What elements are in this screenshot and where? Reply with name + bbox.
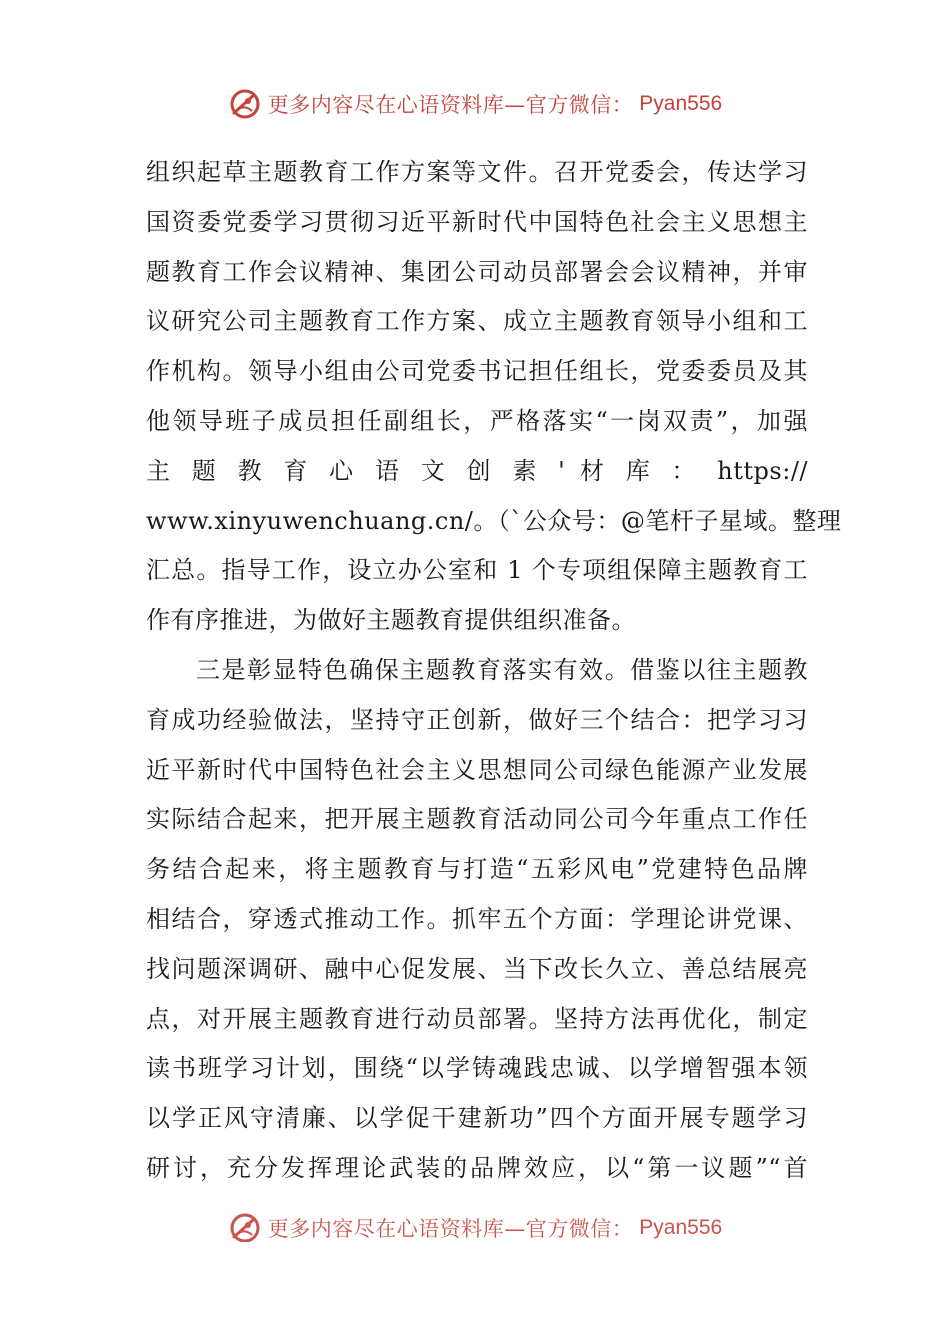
footer-banner-text: 更多内容尽在心语资料库—官方微信： [267, 1217, 634, 1241]
header-banner [0, 84, 950, 124]
text-line: 相结合，穿透式推动工作。抓牢五个方面：学理论讲党课、 [146, 904, 808, 933]
text-line: 题教育工作会议精神、集团公司动员部署会会议精神，并审 [146, 257, 808, 286]
document-body [146, 148, 842, 1194]
footer-banner [0, 1206, 950, 1242]
text-line: 他领导班子成员担任副组长，严格落实“一岗双责”，加强 [146, 406, 808, 435]
paragraph [146, 646, 808, 1194]
text-line: 点，对开展主题教育进行动员部署。坚持方法再优化，制定 [146, 1004, 808, 1033]
pen-logo-icon [228, 1211, 262, 1242]
text-line: 国资委党委学习贯彻习近平新时代中国特色社会主义思想主 [146, 207, 808, 236]
text-line: 作机构。领导小组由公司党委书记担任组长，党委委员及其 [146, 357, 808, 386]
text-line: 议研究公司主题教育工作方案、成立主题教育领导小组和工 [146, 307, 808, 336]
text-line: 读书班学习计划，围绕“以学铸魂践忠诚、以学增智强本领 [146, 1054, 808, 1083]
footer-wechat-id: Pyan556 [639, 1216, 723, 1239]
text-line: 育成功经验做法，坚持守正创新，做好三个结合：把学习习 [146, 705, 808, 734]
pen-logo-icon [228, 87, 262, 121]
text-line: 作有序推进，为做好主题教育提供组织准备。 [146, 606, 636, 635]
text-line: 汇总。指导工作，设立办公室和 1 个专项组保障主题教育工 [146, 556, 808, 585]
text-line: www.xinyuwenchuang.cn/。（`公众号：@笔杆子星域。整理 [146, 506, 842, 535]
header-wechat-id: Pyan556 [639, 92, 723, 115]
text-line: 找问题深调研、融中心促发展、当下改长久立、善总结展亮 [146, 954, 808, 983]
paragraph [146, 148, 842, 646]
text-line: 组织起草主题教育工作方案等文件。召开党委会，传达学习 [146, 158, 808, 186]
header-banner-text: 更多内容尽在心语资料库—官方微信： [267, 93, 634, 117]
text-line: 主 题 教 育 心 语 文 创 素 ' 材 库 ： https:// [146, 456, 808, 485]
text-line: 以学正风守清廉、以学促干建新功”四个方面开展专题学习 [146, 1104, 808, 1133]
text-line: 研讨，充分发挥理论武装的品牌效应，以“第一议题”“首 [146, 1153, 808, 1182]
text-line: 务结合起来，将主题教育与打造“五彩风电”党建特色品牌 [146, 855, 808, 884]
text-line: 近平新时代中国特色社会主义思想同公司绿色能源产业发展 [146, 755, 808, 784]
text-line: 实际结合起来，把开展主题教育活动同公司今年重点工作任 [146, 805, 808, 834]
text-line: 三是彰显特色确保主题教育落实有效。借鉴以往主题教 [196, 655, 808, 684]
